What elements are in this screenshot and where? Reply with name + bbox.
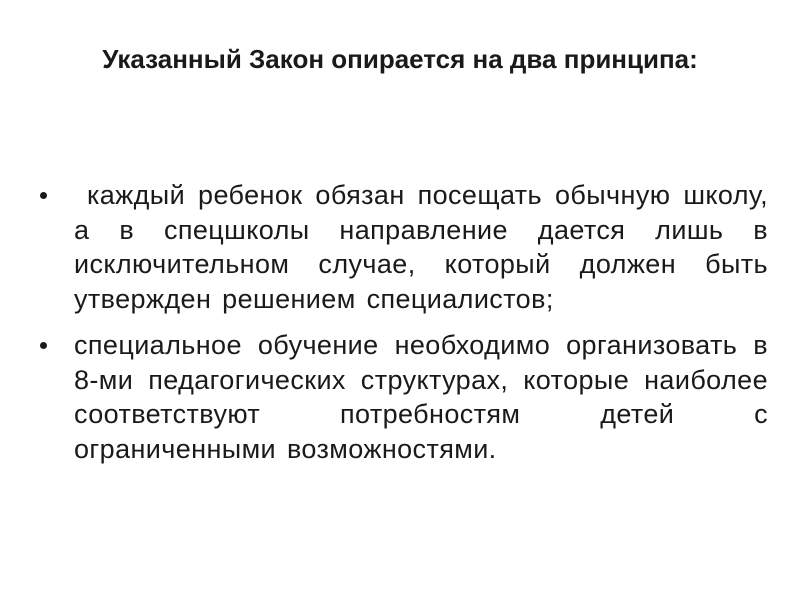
list-item	[40, 328, 779, 466]
bullet-dot-icon	[40, 342, 47, 349]
bullet-list	[40, 178, 779, 478]
slide-title: Указанный Закон опирается на два принципа:	[102, 44, 698, 74]
bullet-dot-icon	[40, 192, 47, 199]
list-item	[40, 178, 779, 316]
bullet-text: специальное обучение необходимо организовать в 8-ми педагогических структурах, которые наиболее соответствуют потребностям детей с ограниченными возможностями.	[74, 330, 779, 464]
bullet-text: каждый ребенок обязан посещать обычную школу, а в спецшколы направление дается лишь в исключительном случае, который должен быть утвержден решением специалистов;	[74, 180, 779, 314]
